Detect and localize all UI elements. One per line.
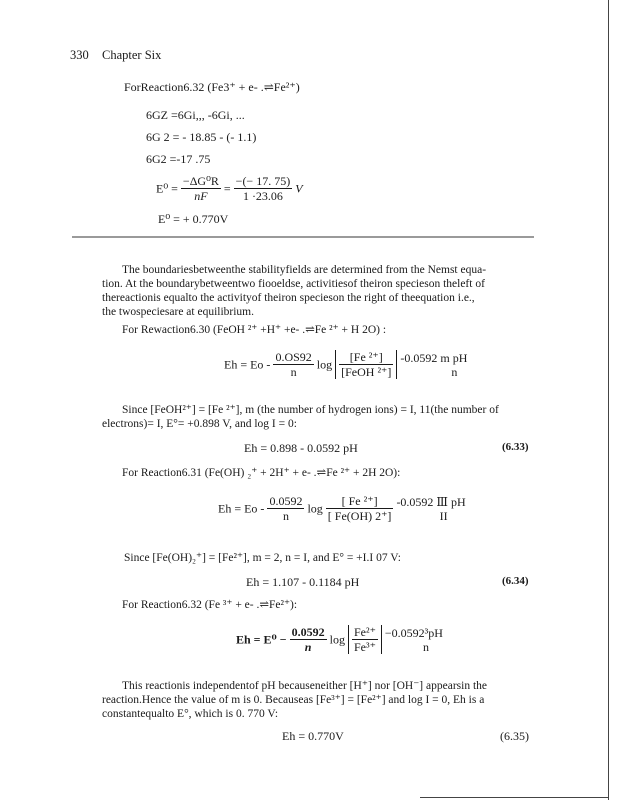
reaction632b-line: For Reaction6.32 (Fe ³⁺ + e- .⇌Fe²⁺): — [122, 599, 298, 611]
para1-line3: thereactionis equalto the activityof theiron specieson the right of theequation i.e., — [102, 292, 475, 304]
e0-frac1-num: −ΔG⁰R — [182, 174, 219, 188]
eq632-tail: −0.0592³pH — [384, 625, 443, 640]
page-number: 330 — [70, 48, 89, 62]
eq632-tail-group — [385, 626, 443, 654]
e0-label: E⁰ = — [156, 181, 178, 196]
eq630-log-num: [Fe ²⁺] — [339, 350, 393, 365]
top-line-1: 6GZ =6Gi,,, -6Gi, ... — [146, 108, 245, 122]
para2-line2: electrons)= I, E°= +0.898 V, and log I = 0: — [102, 418, 297, 430]
eq632-log-fraction — [348, 625, 382, 654]
para1-line2: tion. At the boundarybetweentwo fiooeldse, activitiesof theiron specieson theleft of — [102, 278, 485, 290]
para4-line1: This reactionis independentof pH becauseneither [H⁺] nor [OH⁻] appearsin the — [122, 680, 487, 692]
e0-unit: V — [295, 181, 303, 196]
eq631-log: log — [307, 501, 323, 516]
eq634-number: (6.34) — [502, 575, 529, 587]
eq631-tail-n: II — [439, 508, 448, 523]
eq630-tail: -0.0592 m pH — [400, 350, 468, 365]
chapter-title: Chapter Six — [102, 48, 162, 62]
eq631-log-num: [ Fe ²⁺] — [326, 494, 394, 509]
e0-fraction-2 — [234, 174, 293, 203]
eq632-tail-n: n — [422, 639, 429, 654]
page-right-border — [608, 0, 609, 800]
eq630-left: Eh = Eo - — [224, 357, 271, 372]
eq632-frac-den: n — [304, 640, 312, 654]
eq634-text: Eh = 1.107 - 0.1184 pH — [246, 575, 360, 589]
e0-mid: = — [223, 181, 231, 196]
eq630-tail-group — [400, 351, 467, 379]
eq631-left: Eh = Eo - — [218, 501, 265, 516]
para3-line1: Since [Fe(OH)₂⁺] = [Fe²⁺], m = 2, n = I, and E° = +I.I 07 V: — [124, 552, 401, 564]
eq630-log-fraction — [335, 350, 397, 379]
eq631-fraction — [267, 494, 304, 523]
eq635-text: Eh = 0.770V — [282, 729, 344, 743]
eq630-log-den: [FeOH ²⁺] — [341, 365, 392, 379]
top-line-2: 6G 2 = - 18.85 - (- 1.1) — [146, 130, 257, 144]
eq632-log-den: Fe³⁺ — [353, 640, 376, 654]
e0-frac2-num: −(− 17. 75) — [235, 174, 291, 188]
e0-fraction-1 — [181, 174, 221, 203]
para4-line2: reaction.Hence the value of m is 0. Becauseas [Fe³⁺] = [Fe²⁺] and log I = 0, Eh is a — [102, 694, 485, 706]
eq633-text: Eh = 0.898 - 0.0592 pH — [244, 441, 358, 455]
eq631-tail-group — [396, 495, 465, 523]
page-bottom-border — [420, 797, 608, 798]
para1-line4: the twospeciesare at equilibrium. — [102, 306, 255, 318]
eq631-equation — [218, 494, 466, 523]
eq632-log-num: Fe²⁺ — [353, 625, 376, 639]
e0-result: E⁰ = + 0.770V — [158, 212, 229, 226]
para1-line1: The boundariesbetweenthe stabilityfields are determined from the Nemst equa- — [122, 264, 487, 276]
eq632-equation — [236, 625, 443, 654]
section-rule — [72, 236, 534, 238]
eq630-log: log — [316, 357, 333, 372]
eq635-number: (6.35) — [500, 729, 529, 743]
eq633-number: (6.33) — [502, 441, 529, 453]
eq632-frac-num: 0.0592 — [291, 625, 325, 639]
eq630-frac-den: n — [290, 365, 297, 379]
top-line-3: 6G2 =-17 .75 — [146, 152, 211, 166]
eq632-log: log — [329, 632, 345, 647]
eq631-frac-num: 0.0592 — [269, 494, 303, 508]
eq630-frac-num: 0.OS92 — [275, 350, 312, 364]
eq631-log-fraction — [326, 494, 394, 523]
para2-line1: Since [FeOH²⁺] = [Fe ²⁺], m (the number of hydrogen ions) = I, 11(the number of — [122, 404, 499, 416]
e0-equation — [156, 174, 303, 203]
e0-frac1-den: nF — [194, 189, 208, 203]
eq630-fraction — [273, 350, 313, 379]
eq631-frac-den: n — [282, 509, 289, 523]
eq630-equation — [224, 350, 467, 379]
e0-frac2-den: 1 ·23.06 — [242, 189, 283, 203]
top-reaction-line: ForReaction6.32 (Fe3⁺ + e- .⇌Fe²⁺) — [124, 80, 300, 94]
eq632-fraction — [290, 625, 327, 654]
eq631-tail: -0.0592 Ⅲ pH — [396, 494, 466, 509]
eq632-left: Eh = E⁰ − — [236, 632, 287, 647]
reaction631-line: For Reaction6.31 (Fe(OH) ₂⁺ + 2H⁺ + e- .⇌Fe ²⁺ + 2H 2O): — [122, 467, 401, 479]
reaction630-line: For Rewaction6.30 (FeOH ²⁺ +H⁺ +e- .⇌Fe ²⁺ + H 2O) : — [122, 324, 387, 336]
eq630-tail-n: n — [451, 364, 458, 379]
para4-line3: constantequalto E°, which is 0. 770 V: — [102, 708, 279, 720]
eq631-log-den: [ Fe(OH) 2⁺] — [327, 509, 392, 523]
